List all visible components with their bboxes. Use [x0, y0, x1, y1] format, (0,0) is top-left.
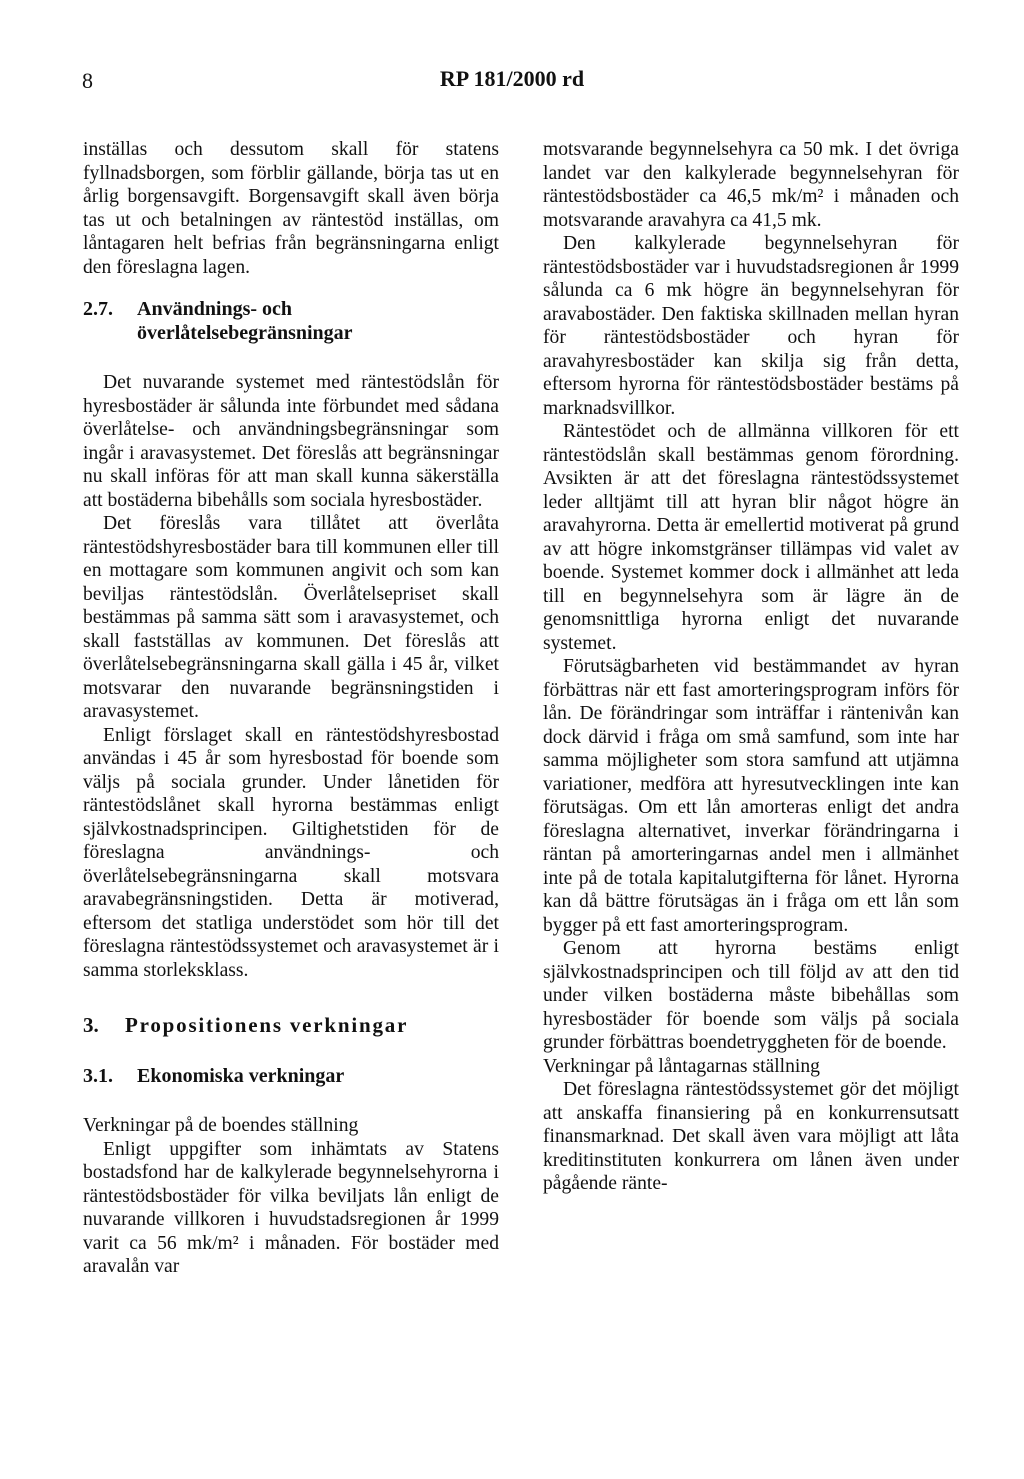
section-title: Propositionens verkningar [125, 1013, 409, 1037]
paragraph: Enligt uppgifter som inhämtats av Statens bostadsfond har de kalkylerade begynnelsehyrorna i räntestödsbostäder för vilka beviljats lån enligt de nuvarande villkoren i huvudstadsregionen år 1999 varit ca 56 mk/m² i månaden. För bostäder med aravalån var [83, 1138, 499, 1277]
paragraph: Förutsägbarheten vid bestämmandet av hyran förbättras när ett fast amorteringsprogram införs för lån. De förändringar som inträffar i räntenivån kan dock därvid i fråga om små samfund, som inte har samma möjligheter som stora samfund att utjämna variationer, medföra att hyresutvecklingen inte kan förutsägas. Om ett lån amorteras enligt det andra föreslagna alternativet, inverkar förändringarna i räntan på amorteringarnas andel men i allmänhet inte på de totala kapitalutgifterna för lånet. Hyrorna kan då bättre förutsägas än i fråga om ett lån som bygger på ett fast amorteringsprogram. [543, 656, 959, 936]
section-heading-2-7 [83, 297, 499, 345]
paragraph: Den kalkylerade begynnelsehyran för räntestödsbostäder var i huvudstadsregionen år 1999 sålunda ca 6 mk högre än begynnelsehyran för aravabostäder. Den faktiska skillnaden mellan hyran för räntestödsbostäder och hyran för aravahyresbostäder kan skilja sig från detta, eftersom hyrorna för räntestödsbostäder bestäms på marknadsvillkor. [543, 233, 959, 419]
paragraph: Det föreslagna räntestödssystemet gör det möjligt att anskaffa finansiering på en konkurrensutsatt finansmarknad. Det skall även vara möjligt att låta kreditinstituten konkurrera om lånen även under pågående ränte- [543, 1079, 959, 1194]
paragraph: Det nuvarande systemet med räntestödslån för hyresbostäder är sålunda inte förbundet med sådana överlåtelse- och användningsbegränsningar som ingår i aravasystemet. Det föreslås att begränsningar nu skall införas för att man skall kunna säkerställa att bostäderna bibehålls som sociala hyresbostäder. [83, 372, 499, 511]
section-title: Ekonomiska verkningar [137, 1065, 345, 1087]
subheading: Verkningar på låntagarnas ställning [543, 1055, 820, 1077]
paragraph: Genom att hyrorna bestäms enligt självkostnadsprincipen och till följd av att den tid under vilken bostäderna måste bibehållas som hyresbostäder för boende som väljs på sociala grunder förbättras boendetryggheten för de boende. [543, 938, 959, 1053]
right-column [543, 138, 959, 1196]
section-heading-3 [83, 1012, 499, 1038]
paragraph: Det föreslås vara tillåtet att överlåta räntestödshyresbostäder bara till kommunen eller till en mottagare som kommunen angivit och som kan beviljas räntestödslån. Överlåtelsepriset skall bestämmas på samma sätt som i aravasystemet, och skall fastställas av kommunen. Det föreslås att överlåtelsebegränsningarna skall gälla i 45 år, vilket motsvarar den nuvarande begränsningstiden i aravasystemet. [83, 513, 499, 722]
running-head: RP 181/2000 rd [439, 66, 585, 91]
section-heading-3-1 [83, 1064, 499, 1088]
section-number: 3.1. [83, 1065, 113, 1087]
section-number: 3. [83, 1013, 99, 1037]
subheading: Verkningar på de boendes ställning [83, 1115, 359, 1136]
section-title: Användnings- och överlåtelsebegränsningar [137, 298, 353, 344]
paragraph: Räntestödet och de allmänna villkoren för ett räntestödslån skall bestämmas genom förordning. Avsikten är att det föreslagna räntestödssystemet leder alltjämt till att hyran blir något högre än aravahyrorna. Detta är emellertid motiverat på grund av att högre inkomstgränser tillämpas vid valet av boende. Systemet kommer dock i allmänhet att leda till en begynnelsehyra som är lägre än de genomsnittliga hyrorna enligt det nuvarande systemet. [543, 421, 959, 654]
paragraph: motsvarande begynnelsehyra ca 50 mk. I det övriga landet var den kalkylerade begynnelsehyran för räntestödsbostäder ca 46,5 mk/m² i månaden och motsvarande aravahyra ca 41,5 mk. [543, 139, 959, 231]
paragraph: Enligt förslaget skall en räntestödshyresbostad användas i 45 år som hyresbostad för boende som väljs på sociala grunder. Under lånetiden för räntestödslånet skall hyrorna bestämmas enligt självkostnadsprincipen. Giltighetstiden för de föreslagna användnings- och överlåtelsebegränsningarna skall motsvara aravabegränsningstiden. Detta är motiverad, eftersom det statliga understödet som hör till det föreslagna räntestödssystemet och aravasystemet är i samma storleksklass. [83, 724, 499, 981]
left-column [83, 138, 499, 1279]
section-number: 2.7. [83, 298, 113, 320]
page-number: 8 [82, 68, 93, 93]
paragraph: inställas och dessutom skall för statens fyllnadsborgen, som förblir gällande, börja tas ut en årlig borgensavgift. Borgensavgift skall även börja tas ut och betalningen av räntestöd inställas, om låntagaren helt befrias från begränsningarna enligt den föreslagna lagen. [83, 139, 499, 278]
